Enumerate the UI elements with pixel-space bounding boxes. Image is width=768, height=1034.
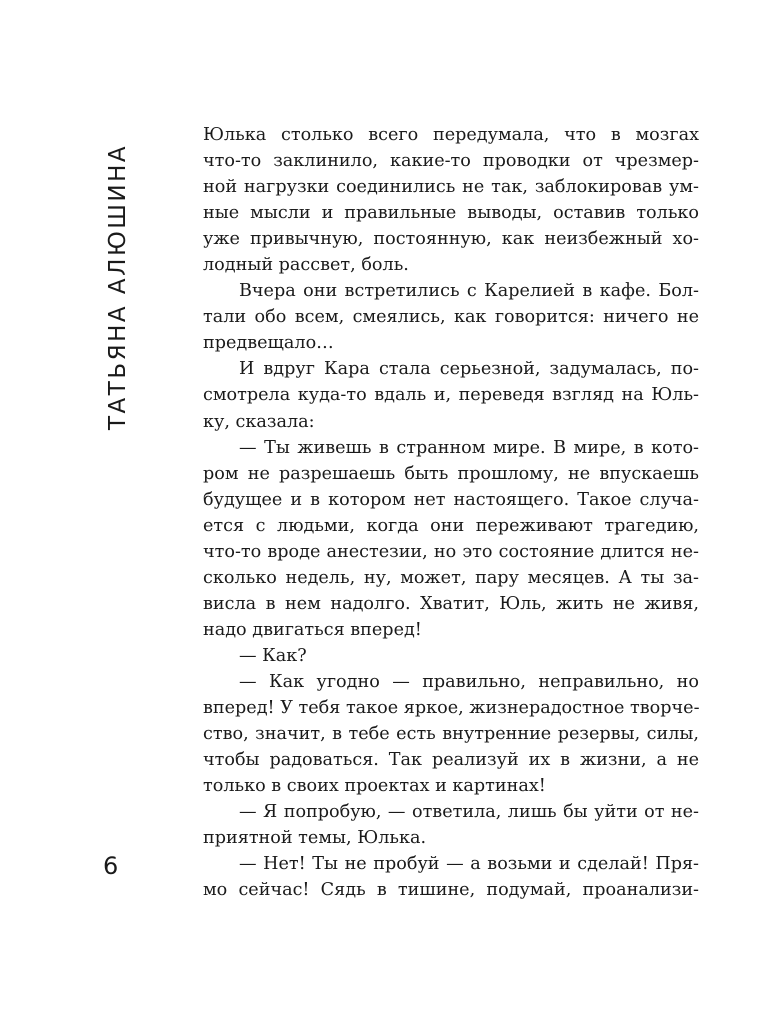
text-line: тали обо всем, смеялись, как говорится: ничего не bbox=[203, 307, 699, 328]
text-line: — Как угодно — правильно, неправильно, но bbox=[239, 671, 699, 692]
text-line: ной нагрузки соединились не так, заблокировав ум- bbox=[203, 177, 699, 198]
text-line: мо сейчас! Сядь в тишине, подумай, проанализи- bbox=[203, 880, 699, 901]
text-line: висла в нем надолго. Хватит, Юль, жить не живя, bbox=[203, 593, 699, 614]
text-line: ром не разрешаешь быть прошлому, не впускаешь bbox=[203, 463, 699, 484]
running-head-author: ТАТЬЯНА АЛЮШИНА bbox=[105, 143, 131, 430]
text-line: — Нет! Ты не пробуй — а возьми и сделай! Пря- bbox=[239, 854, 699, 875]
text-line: Юлька столько всего передумала, что в мозгах bbox=[203, 125, 699, 145]
text-line: только в своих проектах и картинах! bbox=[203, 776, 546, 797]
text-line: смотрела куда-то вдаль и, переведя взгляд на Юль- bbox=[203, 385, 699, 406]
text-line: предвещало… bbox=[203, 333, 334, 354]
text-line: ку, сказала: bbox=[203, 411, 315, 432]
text-line: И вдруг Кара стала серьезной, задумалась, по- bbox=[239, 359, 699, 380]
text-line: сколько недель, ну, может, пару месяцев. А ты за- bbox=[203, 567, 699, 588]
text-line: ется с людьми, когда они переживают трагедию, bbox=[203, 515, 699, 536]
text-line: будущее и в котором нет настоящего. Такое случа- bbox=[203, 489, 699, 510]
text-line: чтобы радоваться. Так реализуй их в жизни, а не bbox=[203, 750, 699, 771]
text-line: — Как? bbox=[239, 645, 307, 666]
text-line: ство, значит, в тебе есть внутренние резервы, силы, bbox=[203, 724, 699, 745]
body-text bbox=[203, 122, 699, 903]
text-line: что-то заклинило, какие-то проводки от чрезмер- bbox=[203, 151, 699, 172]
text-line: — Ты живешь в странном мире. В мире, в кото- bbox=[239, 437, 699, 458]
page-number: 6 bbox=[103, 852, 119, 880]
text-line: что-то вроде анестезии, но это состояние длится не- bbox=[203, 541, 699, 562]
text-line: надо двигаться вперед! bbox=[203, 619, 422, 640]
text-line: уже привычную, постоянную, как неизбежный хо- bbox=[203, 229, 699, 250]
text-line: вперед! У тебя такое яркое, жизнерадостное творче- bbox=[203, 698, 700, 719]
text-line: — Я попробую, — ответила, лишь бы уйти от не- bbox=[239, 802, 699, 823]
text-line: Вчера они встретились с Карелией в кафе. Бол- bbox=[239, 281, 699, 302]
text-line: лодный рассвет, боль. bbox=[203, 255, 409, 276]
text-line: приятной темы, Юлька. bbox=[203, 828, 427, 849]
text-line: ные мысли и правильные выводы, оставив только bbox=[203, 203, 699, 224]
